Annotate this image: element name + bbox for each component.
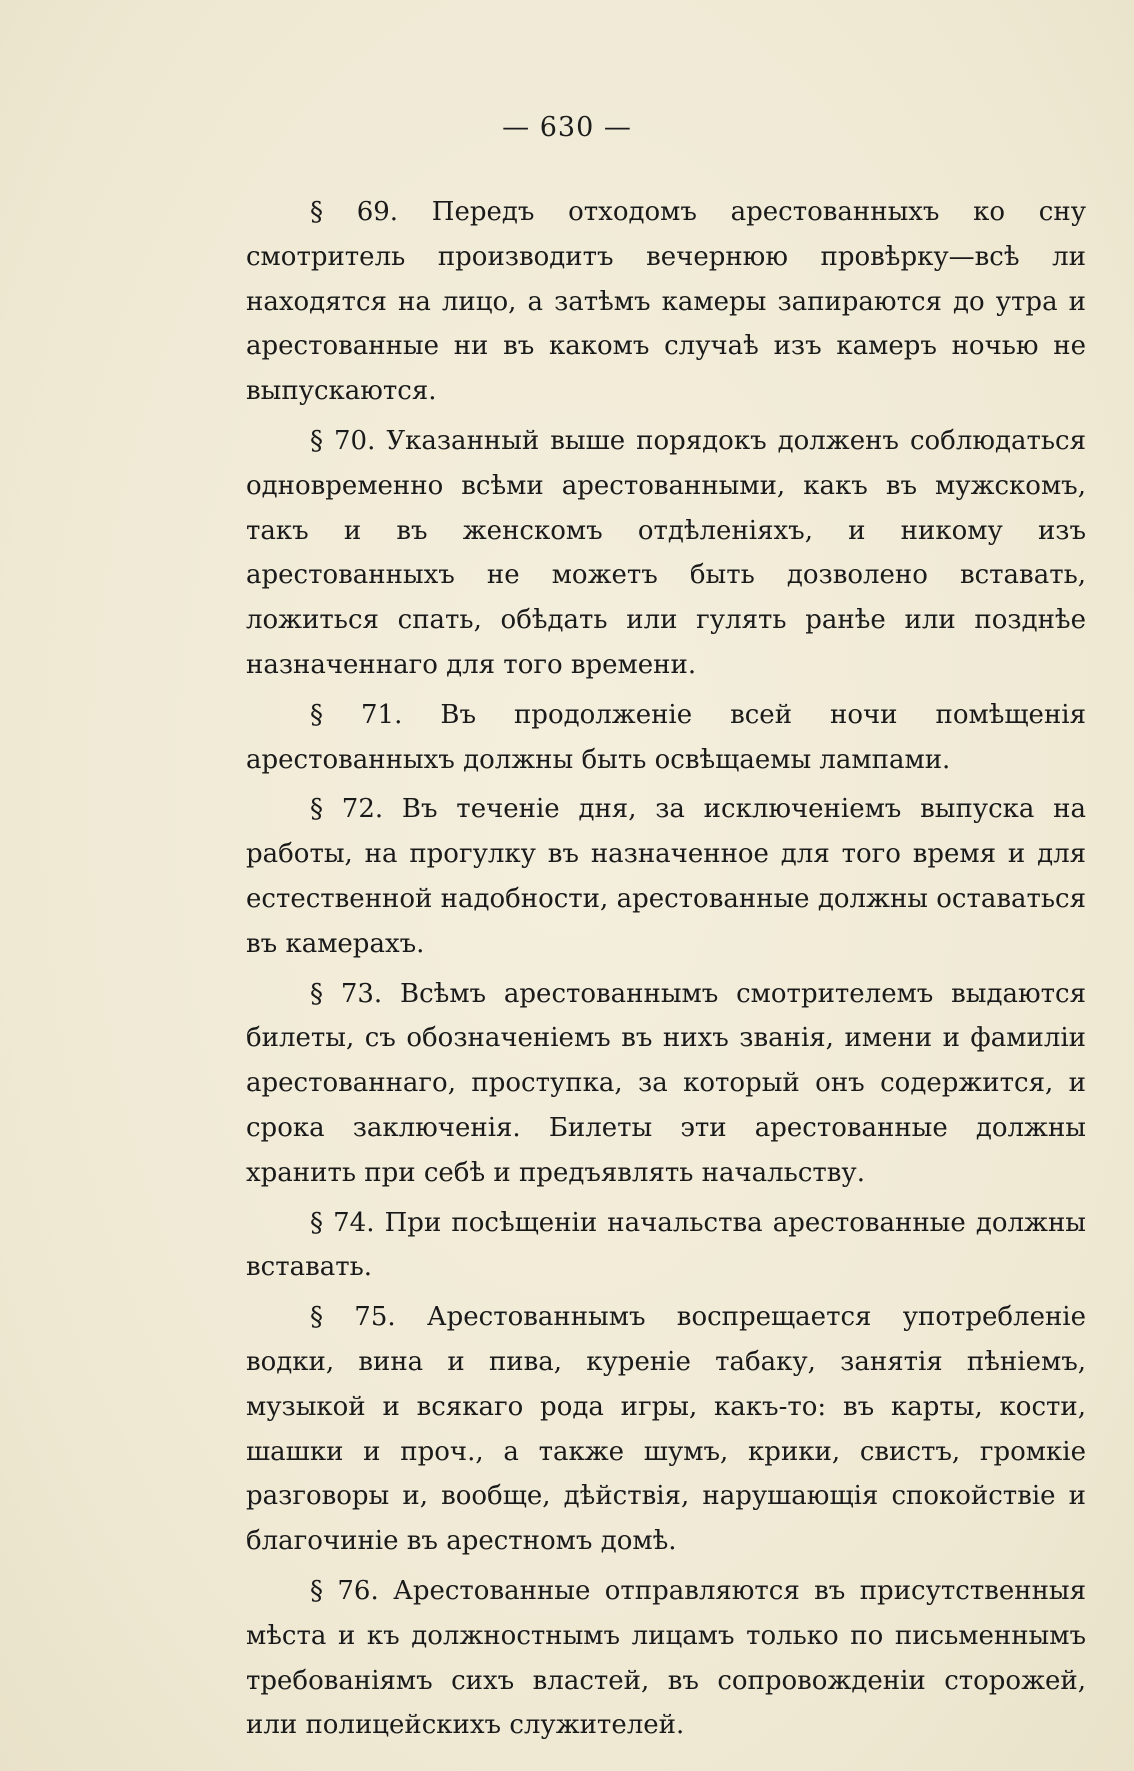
paragraph-75: § 75. Арестованнымъ воспрещается употребленіе водки, вина и пива, куреніе табаку, занятія пѣніемъ, музыкой и всякаго рода игры, какъ-то: въ карты, кости, шашки и проч., а также шумъ, крики, свистъ, громкіе разговоры и, вообще, дѣйствія, нарушающія спокойствіе и благочиніе въ арестномъ домѣ. <box>246 1302 1086 1557</box>
paragraph-76: § 76. Арестованные отправляются въ присутственныя мѣста и къ должностнымъ лицамъ только по письменнымъ требованіямъ сихъ властей, въ сопровожденіи сторожей, или полицейскихъ служителей. <box>246 1575 1086 1741</box>
paragraph-73: § 73. Всѣмъ арестованнымъ смотрителемъ выдаются билеты, съ обозначеніемъ въ нихъ званія, имени и фамиліи арестованнаго, проступка, за который онъ содержится, и срока заключенія. Билеты эти арестованные должны хранить при себѣ и предъявлять начальству. <box>246 978 1086 1188</box>
paragraph-69: § 69. Передъ отходомъ арестованныхъ ко сну смотритель производитъ вечернюю провѣрку—всѣ ли находятся на лицо, а затѣмъ камеры запираются до утра и арестованные ни въ какомъ случаѣ изъ камеръ ночью не выпускаются. <box>246 197 1086 407</box>
paragraph-71: § 71. Въ продолженіе всей ночи помѣщенія арестованныхъ должны быть освѣщаемы лампами. <box>246 699 1086 775</box>
page-number: — 630 — <box>502 112 632 143</box>
text-body <box>246 190 1086 1753</box>
paragraph-72: § 72. Въ теченіе дня, за исключеніемъ выпуска на работы, на прогулку въ назначенное для того время и для естественной надобности, арестованные должны оставаться въ камерахъ. <box>246 794 1086 959</box>
paragraph-74: § 74. При посѣщеніи начальства арестованные должны вставать. <box>246 1207 1086 1283</box>
paragraph-70: § 70. Указанный выше порядокъ долженъ соблюдаться одновременно всѣми арестованными, какъ въ мужскомъ, такъ и въ женскомъ отдѣленіяхъ, и никому изъ арестованныхъ не можетъ быть дозволено вставать, ложиться спать, обѣдать или гулять ранѣе или позднѣе назначеннаго для того времени. <box>246 425 1086 680</box>
